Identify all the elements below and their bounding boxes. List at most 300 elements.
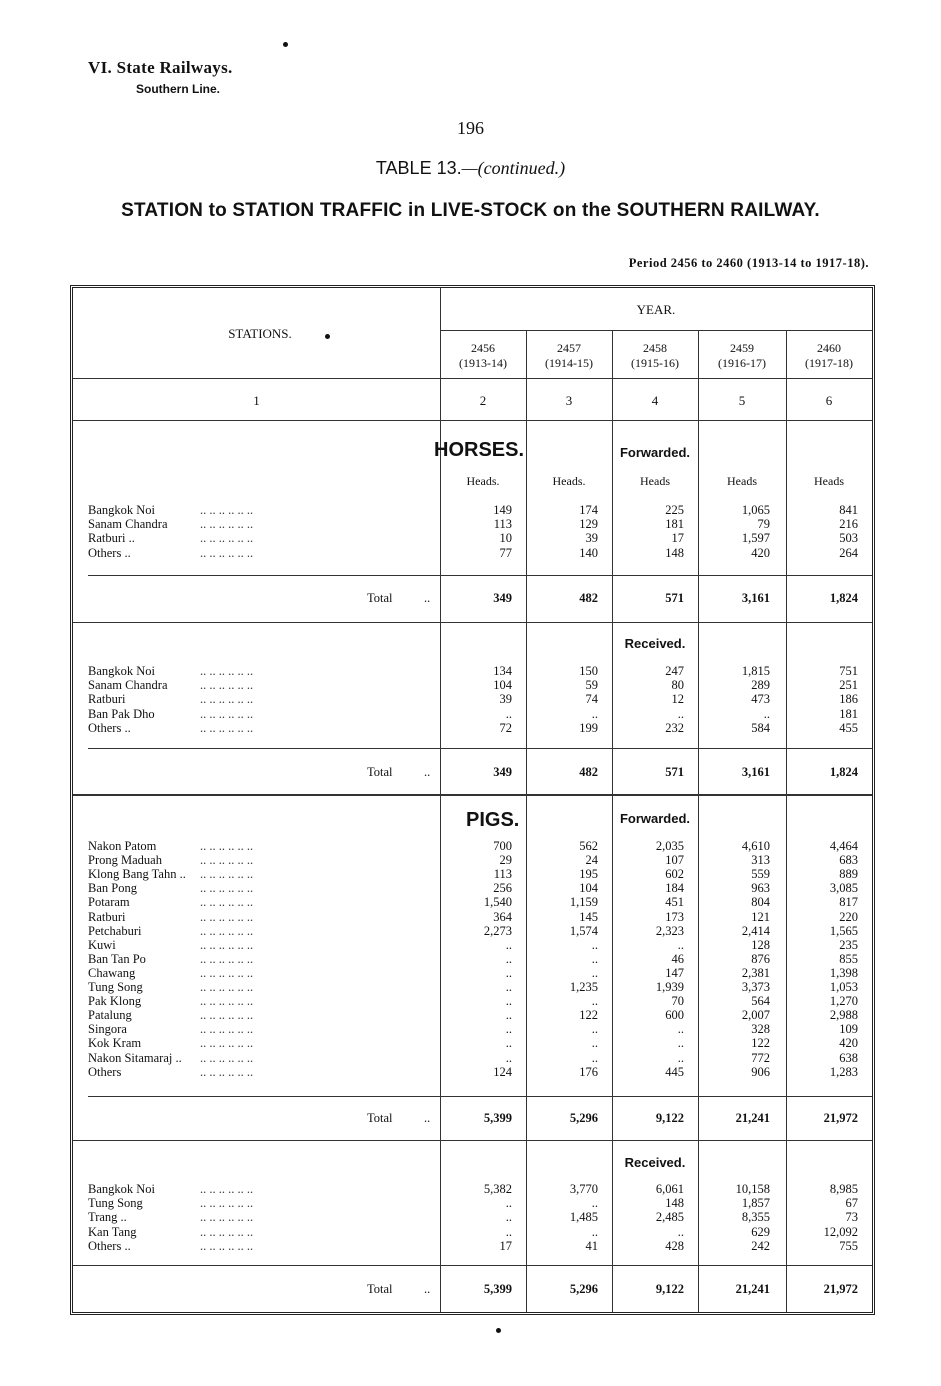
dot-leaders: .. .. .. .. .. .. [200,839,254,853]
cell-value: .. [677,1036,684,1051]
cell-value: 12,092 [823,1224,858,1239]
year-range: (1916-17) [718,356,766,370]
cell-value: 10 [499,531,512,546]
total-value: 482 [579,591,598,605]
cell-value: 242 [751,1238,770,1253]
table-row [0,678,941,692]
table-row [0,1065,941,1079]
pigs-forwarded-label: Forwarded. [619,811,691,826]
table-row [0,531,941,545]
cell-value: 124 [493,1064,512,1079]
table-row [0,707,941,721]
dot-leaders: .. .. .. .. .. .. [200,692,254,707]
total-value: 349 [493,765,512,779]
cell-value: 41 [585,1238,598,1253]
cell-value: .. [505,1022,512,1037]
cell-value: .. [591,994,598,1009]
cell-value: .. [505,1196,512,1211]
table-row [0,1196,941,1210]
cell-value: 2,035 [655,839,684,853]
cell-value: 1,565 [829,923,858,938]
cell-value: .. [677,1022,684,1037]
station-name: Nakon Sitamaraj .. [88,1050,182,1065]
table-row [0,980,941,994]
stations-header: STATIONS. [228,326,292,341]
cell-value: 906 [751,1064,770,1079]
cell-value: 3,770 [569,1182,598,1196]
cell-value: .. [677,706,684,721]
year-col-2456 [440,341,526,371]
total-label: Total [367,1111,393,1125]
total-value: 5,399 [483,1282,512,1296]
cell-value: 804 [751,895,770,910]
cell-value: .. [763,706,770,721]
year-header: YEAR. [636,302,676,317]
total-value: 3,161 [741,765,770,779]
cell-value: 683 [839,853,858,868]
column-number: 1 [253,393,260,408]
cell-value: 602 [665,867,684,882]
cell-value: 1,065 [741,503,770,517]
dot-leaders: .. .. .. .. .. .. [200,1238,254,1253]
unit-label: Heads. [466,474,500,488]
dot-leaders: .. .. .. .. .. .. [200,881,254,896]
column-number: 2 [479,393,487,408]
table-row [0,664,941,678]
cell-value: 1,857 [741,1196,770,1211]
cell-value: 629 [751,1224,770,1239]
cell-value: 4,610 [741,839,770,853]
total-value: 571 [665,591,684,605]
station-name: Bangkok Noi [88,503,156,517]
cell-value: 445 [665,1064,684,1079]
unit-label: Heads. [552,474,586,488]
cell-value: 2,988 [829,1008,858,1023]
subtotal-rule [88,748,872,749]
table-title [0,158,941,179]
year-number: 2459 [730,341,754,355]
unit-label: Heads [640,474,670,488]
cell-value: 173 [665,909,684,924]
cell-value: 113 [493,517,512,532]
cell-value: 289 [751,678,770,693]
dot-leaders: .. [424,765,431,779]
cell-value: 24 [585,853,598,868]
dot-leaders: .. .. .. .. .. .. [200,1036,254,1051]
table-row [0,924,941,938]
station-name: Nakon Patom [88,839,157,853]
cell-value: 134 [493,664,512,678]
total-value: 5,296 [569,1111,598,1125]
cell-value: .. [505,965,512,980]
year-number: 2457 [557,341,581,355]
cell-value: 59 [585,678,598,693]
cell-value: 428 [665,1238,684,1253]
year-range: (1917-18) [805,356,853,370]
dot-leaders: .. .. .. .. .. .. [200,720,254,735]
table-row [0,853,941,867]
total-value: 21,241 [735,1282,770,1296]
cell-value: 195 [579,867,598,882]
cell-value: 122 [751,1036,770,1051]
cell-value: 876 [751,951,770,966]
cell-value: 2,273 [483,923,512,938]
cell-value: 584 [751,720,770,735]
station-name: Ratburi .. [88,531,135,546]
total-value: 21,972 [823,1111,858,1125]
cell-value: 225 [665,503,684,517]
cell-value: 8,355 [741,1210,770,1225]
cell-value: 10,158 [735,1182,770,1196]
station-name: Trang .. [88,1210,127,1225]
year-col-2457 [526,341,612,371]
cell-value: 1,053 [829,980,858,994]
total-value: 21,241 [735,1111,770,1125]
cell-value: 5,382 [483,1182,512,1196]
cell-value: 6,061 [655,1182,684,1196]
cell-value: 264 [839,545,858,560]
cell-value: 3,085 [829,881,858,896]
cell-value: 140 [579,545,598,560]
table-row [0,966,941,980]
station-name: Others [88,1064,122,1079]
dot-leaders: .. .. .. .. .. .. [200,1224,254,1239]
cell-value: 2,381 [741,965,770,980]
year-number: 2458 [643,341,667,355]
year-number: 2456 [471,341,495,355]
pigs-received-label: Received. [624,1155,686,1170]
station-name: Others .. [88,1238,131,1253]
cell-value: 184 [665,881,684,896]
cell-value: 473 [751,692,770,707]
station-name: Others .. [88,720,131,735]
station-name: Ban Tan Po [88,951,146,966]
cell-value: 1,939 [655,980,684,994]
cell-value: .. [505,1210,512,1225]
cell-value: 1,398 [829,965,858,980]
cell-value: .. [505,1008,512,1023]
cell-value: 700 [493,839,512,853]
station-name: Patalung [88,1008,132,1023]
header-rule [440,330,872,331]
cell-value: .. [677,1224,684,1239]
horses-received-label: Received. [624,636,686,651]
unit-label: Heads [727,474,757,488]
table-title-text: TABLE 13. [375,158,462,178]
station-name: Ratburi [88,909,126,924]
table-row [0,867,941,881]
year-col-2459 [698,341,786,371]
cell-value: 129 [579,517,598,532]
column-number: 5 [738,393,746,408]
table-row [0,503,941,517]
total-value: 3,161 [741,591,770,605]
cell-value: 147 [665,965,684,980]
dot-leaders: .. .. .. .. .. .. [200,1008,254,1023]
station-name: Singora [88,1022,127,1037]
table-row [0,1210,941,1224]
total-value: 9,122 [655,1111,684,1125]
cell-value: 113 [493,867,512,882]
ink-dot [496,1328,501,1333]
dot-leaders: .. .. .. .. .. .. [200,1210,254,1225]
table-row [0,1182,941,1196]
total-row [0,590,941,606]
table-row [0,839,941,853]
dot-leaders: .. .. .. .. .. .. [200,951,254,966]
cell-value: .. [505,1050,512,1065]
cell-value: 104 [493,678,512,693]
cell-value: .. [591,1224,598,1239]
total-label: Total [367,765,393,779]
cell-value: 420 [751,545,770,560]
station-name: Sanam Chandra [88,678,168,693]
cell-value: .. [677,937,684,952]
table-row [0,1051,941,1065]
cell-value: 77 [499,545,512,560]
dot-leaders: .. .. .. .. .. .. [200,503,254,517]
station-name: Kuwi [88,937,116,952]
cell-value: .. [591,1050,598,1065]
subtotal-rule [73,1265,872,1266]
cell-value: .. [505,980,512,994]
cell-value: 1,283 [829,1064,858,1079]
dot-leaders: .. .. .. .. .. .. [200,895,254,910]
cell-value: .. [591,951,598,966]
dot-leaders: .. [424,1111,431,1125]
horses-section-title: HORSES. [434,439,525,461]
column-number: 3 [565,393,573,408]
cell-value: 451 [665,895,684,910]
cell-value: 328 [751,1022,770,1037]
dot-leaders: .. [424,591,431,605]
header-rule [73,378,872,379]
dot-leaders: .. .. .. .. .. .. [200,853,254,868]
dot-leaders: .. .. .. .. .. .. [200,517,254,532]
station-name: Pak Klong [88,994,142,1009]
dot-leaders: .. .. .. .. .. .. [200,1182,254,1196]
cell-value: 1,270 [829,994,858,1009]
table-row [0,881,941,895]
section-rule [73,794,872,796]
table-row [0,952,941,966]
table-row [0,1036,941,1050]
cell-value: 128 [751,937,770,952]
dot-leaders: .. .. .. .. .. .. [200,678,254,693]
year-number: 2460 [817,341,841,355]
unit-label: Heads [814,474,844,488]
total-value: 1,824 [829,765,858,779]
cell-value: 1,815 [741,664,770,678]
column-number: 4 [651,393,659,408]
cell-value: .. [505,1036,512,1051]
cell-value: .. [591,706,598,721]
cell-value: 74 [585,692,598,707]
total-value: 5,399 [483,1111,512,1125]
cell-value: 73 [845,1210,858,1225]
total-value: 571 [665,765,684,779]
cell-value: .. [677,1050,684,1065]
cell-value: .. [505,706,512,721]
table-row [0,1239,941,1253]
station-name: Kok Kram [88,1036,142,1051]
cell-value: 2,323 [655,923,684,938]
cell-value: 1,540 [483,895,512,910]
total-label: Total [367,591,393,605]
cell-value: 104 [579,881,598,896]
table-row [0,517,941,531]
cell-value: 4,464 [829,839,858,853]
cell-value: 1,574 [569,923,598,938]
cell-value: 176 [579,1064,598,1079]
dot-leaders: .. .. .. .. .. .. [200,867,254,882]
cell-value: 313 [751,853,770,868]
station-name: Sanam Chandra [88,517,168,532]
cell-value: 600 [665,1008,684,1023]
ink-dot [325,334,330,339]
cell-value: 67 [845,1196,858,1211]
section-title: VI. State Railways. [88,58,233,77]
station-name: Others .. [88,545,131,560]
dot-leaders: .. .. .. .. .. .. [200,664,254,678]
dot-leaders: .. .. .. .. .. .. [200,937,254,952]
cell-value: 364 [493,909,512,924]
pigs-section-title: PIGS. [466,809,520,831]
station-name: Chawang [88,965,136,980]
cell-value: .. [591,1022,598,1037]
subtotal-rule [88,575,872,576]
cell-value: 855 [839,951,858,966]
cell-value: .. [505,951,512,966]
cell-value: 559 [751,867,770,882]
cell-value: 148 [665,545,684,560]
cell-value: 216 [839,517,858,532]
cell-value: 841 [839,503,858,517]
cell-value: 109 [839,1022,858,1037]
dot-leaders: .. .. .. .. .. .. [200,531,254,546]
cell-value: .. [505,994,512,1009]
cell-value: 181 [839,706,858,721]
subtotal-rule [88,1096,872,1097]
cell-value: 220 [839,909,858,924]
dot-leaders: .. [424,1282,431,1296]
station-name: Prong Maduah [88,853,162,868]
cell-value: 29 [499,853,512,868]
dot-leaders: .. .. .. .. .. .. [200,1064,254,1079]
year-range: (1915-16) [631,356,679,370]
cell-value: 80 [671,678,684,693]
station-name: Bangkok Noi [88,664,156,678]
column-number: 6 [825,393,833,408]
page-number: 196 [457,118,484,138]
dot-leaders: .. .. .. .. .. .. [200,1050,254,1065]
cell-value: 247 [665,664,684,678]
cell-value: 107 [665,853,684,868]
total-row [0,1110,941,1126]
table-row [0,1225,941,1239]
total-value: 1,824 [829,591,858,605]
cell-value: 46 [671,951,684,966]
main-title: STATION to STATION TRAFFIC in LIVE-STOCK on the SOUTHERN RAILWAY. [121,200,820,221]
cell-value: 145 [579,909,598,924]
header-rule [73,420,872,421]
table-row [0,721,941,735]
cell-value: 12 [671,692,684,707]
table-row [0,895,941,909]
cell-value: 39 [499,692,512,707]
cell-value: 251 [839,678,858,693]
table-row [0,1022,941,1036]
dot-leaders: .. .. .. .. .. .. [200,994,254,1009]
cell-value: 17 [499,1238,512,1253]
cell-value: 889 [839,867,858,882]
cell-value: 186 [839,692,858,707]
cell-value: .. [505,1224,512,1239]
cell-value: 181 [665,517,684,532]
section-rule [73,622,872,623]
table-row [0,546,941,560]
cell-value: 199 [579,720,598,735]
cell-value: 751 [839,664,858,678]
cell-value: 150 [579,664,598,678]
cell-value: 3,373 [741,980,770,994]
cell-value: 232 [665,720,684,735]
section-rule [73,1140,872,1141]
total-row [0,1281,941,1297]
cell-value: 122 [579,1008,598,1023]
station-name: Tung Song [88,980,143,994]
station-name: Klong Bang Tahn .. [88,867,186,882]
total-value: 5,296 [569,1282,598,1296]
dot-leaders: .. .. .. .. .. .. [200,923,254,938]
total-value: 482 [579,765,598,779]
total-label: Total [367,1282,393,1296]
table-row [0,1008,941,1022]
station-name: Ban Pak Dho [88,706,155,721]
cell-value: 963 [751,881,770,896]
cell-value: 121 [751,909,770,924]
cell-value: 256 [493,881,512,896]
cell-value: 39 [585,531,598,546]
cell-value: .. [591,1036,598,1051]
year-col-2460 [786,341,872,371]
cell-value: 8,985 [829,1182,858,1196]
station-name: Ban Pong [88,881,137,896]
cell-value: 235 [839,937,858,952]
dot-leaders: .. .. .. .. .. .. [200,980,254,994]
dot-leaders: .. .. .. .. .. .. [200,1196,254,1211]
cell-value: 755 [839,1238,858,1253]
horses-forwarded-label: Forwarded. [619,445,691,460]
table-row [0,994,941,1008]
dot-leaders: .. .. .. .. .. .. [200,706,254,721]
station-name: Petchaburi [88,923,142,938]
cell-value: 148 [665,1196,684,1211]
cell-value: 772 [751,1050,770,1065]
cell-value: 70 [671,994,684,1009]
cell-value: 1,159 [569,895,598,910]
cell-value: 17 [671,531,684,546]
table-row [0,692,941,706]
cell-value: .. [591,965,598,980]
total-value: 21,972 [823,1282,858,1296]
cell-value: 2,485 [655,1210,684,1225]
total-row [0,764,941,780]
year-range: (1914-15) [545,356,593,370]
cell-value: .. [591,937,598,952]
section-subtitle: Southern Line. [136,82,220,96]
dot-leaders: .. .. .. .. .. .. [200,1022,254,1037]
